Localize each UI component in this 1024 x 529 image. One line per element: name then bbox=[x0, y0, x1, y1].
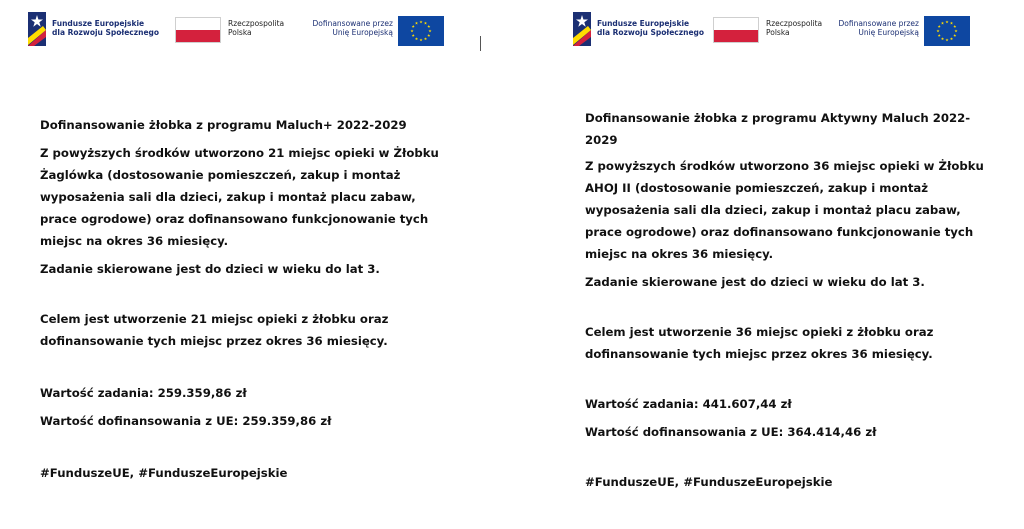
body-line: wyposażenia sali dla dzieci, zakup i montaż placu zabaw, bbox=[40, 190, 416, 204]
body-line: Żaglówka (dostosowanie pomieszczeń, zakup i montaż bbox=[40, 168, 401, 182]
ue-logo-text: Dofinansowane przez Unię Europejską bbox=[312, 19, 393, 37]
task-value: Wartość zadania: 441.607,44 zł bbox=[585, 397, 792, 411]
rzeczpospolita-polska-logo bbox=[713, 12, 843, 46]
goal-line: dofinansowanie tych miejsc przez okres 36 miesięcy. bbox=[585, 347, 933, 361]
unia-europejska-logo bbox=[308, 12, 458, 46]
eu-flag-icon bbox=[398, 16, 444, 46]
body-line: wyposażenia sali dla dzieci, zakup i montaż placu zabaw, bbox=[585, 203, 961, 217]
goal-line: Celem jest utworzenie 36 miejsc opieki z żłobku oraz bbox=[585, 325, 934, 339]
rp-logo-text: Rzeczpospolita Polska bbox=[766, 19, 823, 37]
polish-flag-icon bbox=[713, 17, 759, 43]
left-document-panel bbox=[0, 0, 480, 529]
eu-flag-icon bbox=[924, 16, 970, 46]
fundusze-europejskie-logo bbox=[28, 12, 178, 46]
right-document-content bbox=[585, 107, 1015, 493]
document-title: Dofinansowanie żłobka z programu Aktywny Maluch 2022- bbox=[585, 111, 971, 125]
goal-line: Celem jest utworzenie 21 miejsc opieki z żłobku oraz bbox=[40, 312, 389, 326]
hashtags: #FunduszeUE, #FunduszeEuropejskie bbox=[40, 466, 288, 480]
hashtags: #FunduszeUE, #FunduszeEuropejskie bbox=[585, 475, 833, 489]
divider bbox=[480, 36, 481, 51]
ue-logo-text: Dofinansowane przez Unię Europejską bbox=[838, 19, 919, 37]
document-title: Dofinansowanie żłobka z programu Maluch+ 2022-2029 bbox=[40, 118, 407, 132]
fe-logo-text: Fundusze Europejskie dla Rozwoju Społecznego bbox=[597, 19, 705, 37]
unia-europejska-logo bbox=[834, 12, 984, 46]
polish-flag-icon bbox=[175, 17, 221, 43]
funding-logo-bar bbox=[540, 10, 1024, 50]
goal-line: dofinansowanie tych miejsc przez okres 36 miesięcy. bbox=[40, 334, 388, 348]
audience-text: Zadanie skierowane jest do dzieci w wieku do lat 3. bbox=[585, 275, 925, 289]
body-line: Z powyższych środków utworzono 36 miejsc opieki w Żłobku bbox=[585, 159, 984, 173]
funding-logo-bar bbox=[0, 10, 480, 50]
fe-star-icon bbox=[573, 12, 591, 46]
ue-funding-value: Wartość dofinansowania z UE: 259.359,86 zł bbox=[40, 414, 332, 428]
body-line: prace ogrodowe) oraz dofinansowano funkcjonowanie tych bbox=[40, 212, 429, 226]
fe-logo-text: Fundusze Europejskie dla Rozwoju Społecznego bbox=[52, 19, 160, 37]
task-value: Wartość zadania: 259.359,86 zł bbox=[40, 386, 247, 400]
right-document-panel bbox=[540, 0, 1024, 529]
body-line: Z powyższych środków utworzono 21 miejsc opieki w Żłobku bbox=[40, 146, 439, 160]
body-line: miejsc na okres 36 miesięcy. bbox=[585, 247, 774, 261]
body-line: prace ogrodowe) oraz dofinansowano funkcjonowanie tych bbox=[585, 225, 974, 239]
ue-funding-value: Wartość dofinansowania z UE: 364.414,46 zł bbox=[585, 425, 877, 439]
audience-text: Zadanie skierowane jest do dzieci w wieku do lat 3. bbox=[40, 262, 380, 276]
fundusze-europejskie-logo bbox=[573, 12, 723, 46]
body-line: AHOJ II (dostosowanie pomieszczeń, zakup i montaż bbox=[585, 181, 929, 195]
rzeczpospolita-polska-logo bbox=[175, 12, 305, 46]
body-line: miejsc na okres 36 miesięcy. bbox=[40, 234, 229, 248]
fe-star-icon bbox=[28, 12, 46, 46]
left-document-content bbox=[40, 114, 470, 484]
document-title: 2029 bbox=[585, 133, 618, 147]
rp-logo-text: Rzeczpospolita Polska bbox=[228, 19, 285, 37]
